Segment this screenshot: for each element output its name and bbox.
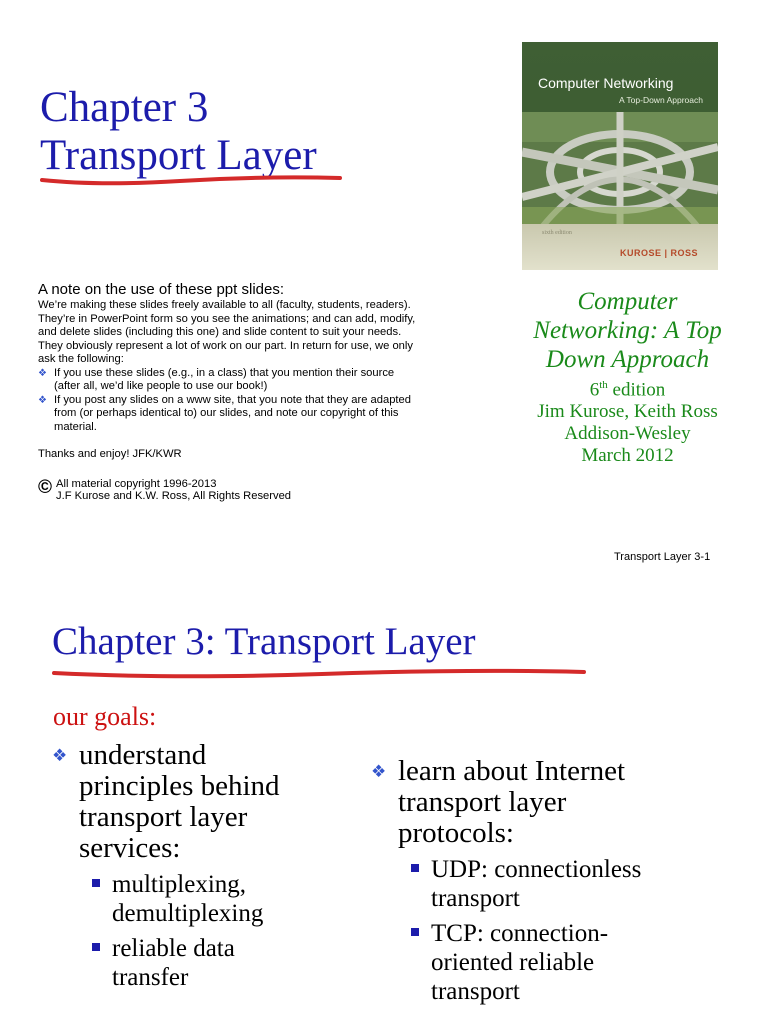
sub-list (52, 870, 352, 992)
copyright-icon: © (38, 476, 52, 498)
right-column (371, 756, 751, 1012)
slide-title: Chapter 3: Transport Layer (52, 620, 476, 663)
copyright-line-1: All material copyright 1996-2013 (56, 477, 217, 490)
book-title-line-2: Networking: A Top (533, 317, 722, 344)
list-item: ❖ If you use these slides (e.g., in a class) that you mention their source (after all, we’d like people to use our book!) (38, 366, 395, 392)
book-publisher: Addison-Wesley (564, 423, 691, 445)
title-line-2: Transport Layer (40, 132, 317, 179)
sub-list-item: reliable data transfer (52, 934, 352, 992)
book-title-line-1: Computer (577, 288, 678, 315)
note-line: ask the following: (38, 353, 124, 365)
slide-footer: Transport Layer 3-1 (614, 551, 711, 563)
cover-authors: KUROSE | ROSS (620, 248, 699, 258)
square-bullet-icon (92, 879, 100, 887)
square-bullet-icon (92, 943, 100, 951)
cover-subtitle: A Top-Down Approach (619, 95, 703, 105)
diamond-bullet-icon: ❖ (52, 746, 68, 765)
sub-list-item: UDP: connectionless transport (371, 855, 751, 913)
list-item: ❖ understand principles behind transport layer services: (52, 739, 280, 864)
title-underline (40, 166, 350, 190)
left-column (52, 740, 352, 998)
diamond-bullet-icon: ❖ (38, 367, 47, 379)
list-item: ❖ learn about Internet transport layer protocols: (371, 755, 626, 849)
list-item: ❖ If you post any slides on a www site, that you note that they are adapted from (or perhaps identical to) our slides, and note our copyright of this material. (38, 393, 411, 433)
square-bullet-icon (411, 864, 419, 872)
note-line: We’re making these slides freely available to all (faculty, students, readers). (38, 299, 411, 311)
book-date: March 2012 (581, 445, 674, 467)
copyright-notice (38, 477, 478, 507)
diamond-bullet-icon: ❖ (38, 394, 47, 406)
note-bullets (38, 367, 478, 435)
highway-interchange-illustration (522, 112, 718, 227)
slide-2 (0, 590, 768, 1024)
book-edition: 6th edition (589, 379, 666, 401)
book-authors: Jim Kurose, Keith Ross (537, 401, 718, 423)
sub-list-item: TCP: connection- oriented reliable transport (371, 919, 751, 1006)
title-underline (52, 664, 592, 684)
goals-label: our goals: (53, 702, 157, 731)
note-heading: A note on the use of these ppt slides: (38, 281, 285, 298)
title-line-1: Chapter 3 (40, 84, 209, 131)
sub-list-item: multiplexing, demultiplexing (52, 870, 352, 928)
book-cover-image (522, 42, 718, 270)
sub-list (371, 855, 751, 1006)
diamond-bullet-icon: ❖ (371, 762, 387, 781)
square-bullet-icon (411, 928, 419, 936)
note-body (38, 299, 478, 367)
cover-title: Computer Networking (538, 75, 674, 91)
note-line: They obviously represent a lot of work on our part. In return for use, we only (38, 339, 413, 352)
copyright-line-2: J.F Kurose and K.W. Ross, All Rights Reserved (56, 489, 292, 502)
note-line: and delete slides (including this one) and slide content to suit your needs. (38, 326, 402, 338)
usage-note (38, 281, 478, 507)
book-title-line-3: Down Approach (545, 346, 710, 373)
book-info (510, 287, 745, 467)
cover-edition: sixth edition (542, 230, 572, 236)
note-line: They’re in PowerPoint form so you see the animations; and can add, modify, (38, 312, 416, 325)
thanks-line: Thanks and enjoy! JFK/KWR (38, 448, 182, 460)
